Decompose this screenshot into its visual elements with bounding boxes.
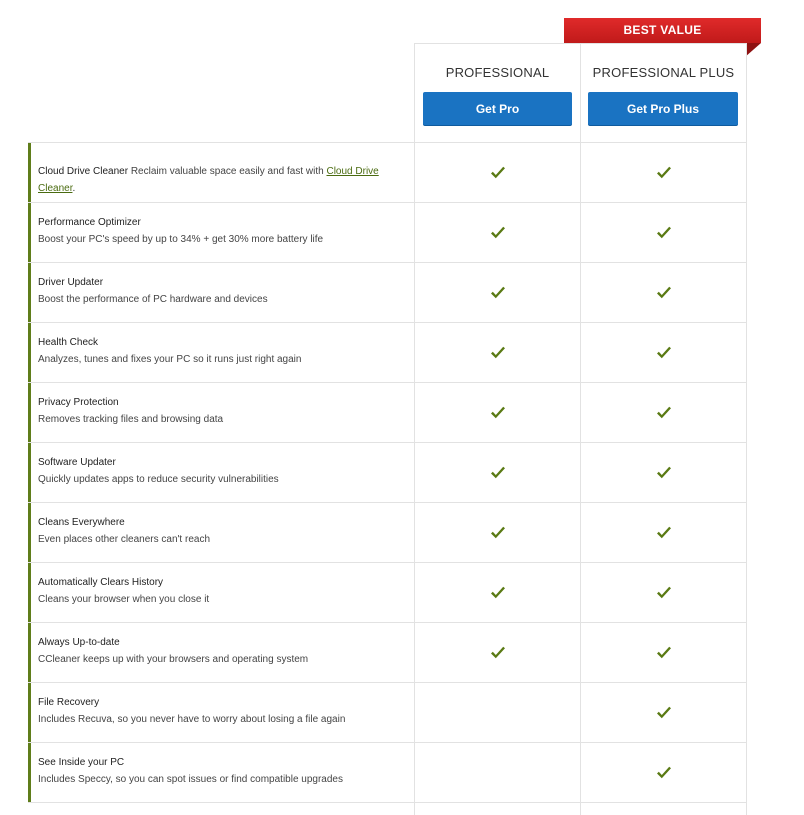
feature-name: Driver Updater <box>38 277 104 288</box>
feature-row <box>28 682 747 742</box>
feature-detail: Removes tracking files and browsing data <box>38 414 224 425</box>
feature-row <box>28 142 747 202</box>
professional-cell <box>414 503 580 562</box>
feature-description <box>28 323 414 382</box>
feature-description <box>28 623 414 682</box>
feature-detail: Reclaim valuable space easily and fast with <box>130 166 327 177</box>
feature-detail-suffix: . <box>72 183 76 194</box>
feature-row <box>28 262 747 322</box>
professional-cell <box>414 323 580 382</box>
plan-header-professional-plus <box>580 43 747 143</box>
feature-row <box>28 562 747 622</box>
checkmark-icon <box>490 466 506 480</box>
professional-plus-cell <box>580 743 747 802</box>
feature-row <box>28 202 747 262</box>
feature-name: Privacy Protection <box>38 397 119 408</box>
cloud-drive-cleaner-link[interactable]: Cloud Drive Cleaner <box>38 166 379 194</box>
professional-plus-cell <box>580 323 747 382</box>
feature-description <box>28 143 414 202</box>
checkmark-icon <box>656 346 672 360</box>
feature-row <box>28 742 747 802</box>
checkmark-icon <box>656 586 672 600</box>
feature-name: Cleans Everywhere <box>38 517 125 528</box>
checkmark-icon <box>656 466 672 480</box>
professional-cell <box>414 383 580 442</box>
feature-description <box>28 443 414 502</box>
feature-detail: Includes Recuva, so you never have to worry about losing a file again <box>38 714 346 725</box>
professional-plus-cell <box>580 563 747 622</box>
plan-title-professional-plus: PROFESSIONAL PLUS <box>592 65 735 80</box>
feature-name: Cloud Drive Cleaner <box>38 166 129 177</box>
professional-cell <box>414 143 580 202</box>
professional-column-end <box>414 803 580 815</box>
professional-plus-cell <box>580 443 747 502</box>
professional-plus-cell <box>580 383 747 442</box>
checkmark-icon <box>656 526 672 540</box>
feature-detail: Cleans your browser when you close it <box>38 594 210 605</box>
feature-row <box>28 322 747 382</box>
feature-description <box>28 503 414 562</box>
professional-plus-cell <box>580 203 747 262</box>
table-footer <box>28 802 747 814</box>
professional-plus-cell <box>580 143 747 202</box>
feature-row <box>28 502 747 562</box>
feature-description <box>28 383 414 442</box>
checkmark-icon <box>656 646 672 660</box>
feature-table <box>28 142 747 814</box>
feature-name: File Recovery <box>38 697 100 708</box>
checkmark-icon <box>656 406 672 420</box>
checkmark-icon <box>490 586 506 600</box>
checkmark-icon <box>490 286 506 300</box>
professional-cell <box>414 743 580 802</box>
feature-name: Health Check <box>38 337 99 348</box>
checkmark-icon <box>490 646 506 660</box>
professional-cell <box>414 683 580 742</box>
professional-cell <box>414 263 580 322</box>
professional-cell <box>414 623 580 682</box>
checkmark-icon <box>490 406 506 420</box>
feature-detail: Quickly updates apps to reduce security vulnerabilities <box>38 474 279 485</box>
get-pro-plus-button[interactable]: Get Pro Plus <box>588 92 738 125</box>
feature-description <box>28 563 414 622</box>
feature-description <box>28 263 414 322</box>
professional-cell <box>414 203 580 262</box>
feature-detail: CCleaner keeps up with your browsers and operating system <box>38 654 309 665</box>
feature-row <box>28 622 747 682</box>
feature-row <box>28 442 747 502</box>
checkmark-icon <box>490 166 506 180</box>
best-value-badge: BEST VALUE <box>564 18 761 43</box>
checkmark-icon <box>490 526 506 540</box>
checkmark-icon <box>656 706 672 720</box>
plan-header-professional <box>414 43 580 143</box>
feature-name: Performance Optimizer <box>38 217 141 228</box>
checkmark-icon <box>490 226 506 240</box>
professional-plus-cell <box>580 623 747 682</box>
feature-name: Automatically Clears History <box>38 577 164 588</box>
professional-cell <box>414 443 580 502</box>
get-pro-button[interactable]: Get Pro <box>423 92 572 125</box>
professional-plus-cell <box>580 683 747 742</box>
feature-description <box>28 203 414 262</box>
feature-name: See Inside your PC <box>38 757 125 768</box>
professional-plus-cell <box>580 263 747 322</box>
checkmark-icon <box>656 286 672 300</box>
professional-plus-column-end <box>580 803 747 815</box>
plan-title-professional: PROFESSIONAL <box>445 65 550 80</box>
checkmark-icon <box>656 766 672 780</box>
professional-cell <box>414 563 580 622</box>
professional-plus-cell <box>580 503 747 562</box>
feature-detail: Analyzes, tunes and fixes your PC so it runs just right again <box>38 354 302 365</box>
feature-detail: Includes Speccy, so you can spot issues or find compatible upgrades <box>38 774 343 785</box>
checkmark-icon <box>656 226 672 240</box>
feature-detail: Even places other cleaners can't reach <box>38 534 211 545</box>
feature-detail: Boost your PC's speed by up to 34% + get 30% more battery life <box>38 234 324 245</box>
ribbon-fold-right <box>745 43 761 57</box>
feature-name: Always Up-to-date <box>38 637 120 648</box>
feature-name: Software Updater <box>38 457 116 468</box>
feature-description <box>28 743 414 802</box>
feature-description <box>28 683 414 742</box>
checkmark-icon <box>656 166 672 180</box>
checkmark-icon <box>490 346 506 360</box>
feature-detail: Boost the performance of PC hardware and devices <box>38 294 268 305</box>
feature-row <box>28 382 747 442</box>
